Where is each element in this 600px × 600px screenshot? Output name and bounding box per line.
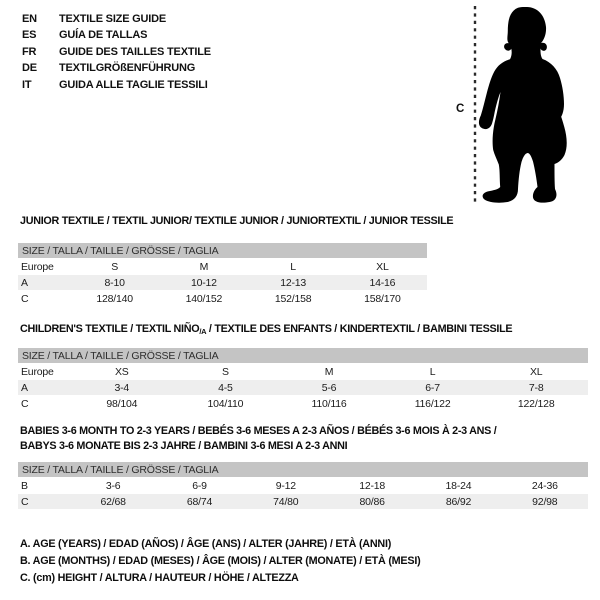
- height-cell: 86/92: [415, 494, 501, 509]
- height-cell: 62/68: [70, 494, 156, 509]
- babies-size-table: [18, 461, 588, 510]
- babies-title-line1: BABIES 3-6 MONTH TO 2-3 YEARS / BEBÉS 3-6 MESES A 2-3 AÑOS / BÉBÉS 3-6 MOIS À 2-3 ANS /: [20, 425, 497, 437]
- table-header-row: [18, 243, 427, 258]
- row-label: C: [21, 292, 29, 305]
- lang-row-de: [22, 60, 211, 76]
- size-header-bar: SIZE / TALLA / TAILLE / GRÖSSE / TAGLIA: [18, 348, 588, 363]
- size-cell: XL: [529, 365, 543, 378]
- junior-table-title: JUNIOR TEXTILE / TEXTIL JUNIOR/ TEXTILE JUNIOR / JUNIORTEXTIL / JUNIOR TESSILE: [20, 215, 454, 227]
- size-cell: S: [111, 260, 119, 273]
- babies-title-line2: BABYS 3-6 MONATE BIS 2-3 JAHRE / BAMBINI 3-6 MESI A 2-3 ANNI: [20, 440, 348, 452]
- lang-title: TEXTILGRÖßENFÜHRUNG: [59, 62, 196, 75]
- height-cell: 122/128: [517, 397, 555, 410]
- lang-code: IT: [22, 78, 32, 91]
- language-title-list: [22, 11, 211, 93]
- row-label: B: [21, 479, 28, 492]
- lang-code: ES: [22, 29, 37, 42]
- size-cell: XS: [114, 365, 129, 378]
- height-cell: 92/98: [502, 494, 588, 509]
- lang-title: GUÍA DE TALLAS: [59, 29, 148, 42]
- size-cell: L: [429, 365, 436, 378]
- children-title-text: CHILDREN'S TEXTILE / TEXTIL NIÑO: [20, 323, 200, 335]
- junior-size-table: [18, 242, 427, 307]
- height-cell: 74/80: [243, 494, 329, 509]
- size-cell: XL: [376, 260, 389, 273]
- lang-title: GUIDE DES TAILLES TEXTILE: [59, 45, 211, 58]
- size-header-bar: SIZE / TALLA / TAILLE / GRÖSSE / TAGLIA: [18, 462, 588, 477]
- table-header-row: [18, 462, 588, 477]
- size-cell: S: [221, 365, 229, 378]
- height-cell: 116/122: [414, 397, 451, 410]
- height-cell: 158/170: [364, 292, 401, 305]
- lang-title: TEXTILE SIZE GUIDE: [59, 13, 167, 25]
- age-cell: 10-12: [159, 275, 248, 290]
- size-cell: M: [324, 365, 334, 378]
- age-cell: 9-12: [275, 479, 296, 492]
- lang-row-fr: [22, 44, 211, 60]
- toddler-silhouette: [479, 7, 567, 203]
- age-cell: 12-18: [359, 479, 386, 492]
- row-label: C: [18, 494, 70, 509]
- age-cell: 8-10: [70, 275, 159, 290]
- table-row: [18, 259, 427, 274]
- table-row: [18, 380, 588, 395]
- children-title-sub: /A: [199, 327, 207, 336]
- row-label: Europe: [21, 260, 54, 273]
- table-row: [18, 291, 427, 306]
- toddler-silhouette-image: [450, 3, 590, 207]
- row-label: A: [18, 380, 70, 395]
- babies-table-title: [20, 424, 585, 454]
- age-cell: 5-6: [277, 380, 381, 395]
- table-row: [18, 396, 588, 411]
- age-cell: 3-6: [105, 479, 121, 492]
- age-cell: 6-7: [381, 380, 485, 395]
- height-cell: 152/158: [274, 292, 312, 305]
- height-measure-label: C: [456, 103, 465, 115]
- height-cell: 128/140: [96, 292, 133, 305]
- age-cell: 3-4: [70, 380, 174, 395]
- row-label: A: [18, 275, 70, 290]
- age-cell: 18-24: [445, 479, 472, 492]
- height-cell: 104/110: [207, 397, 244, 410]
- height-cell: 80/86: [329, 494, 415, 509]
- age-cell: 24-36: [531, 479, 558, 492]
- footnote-height: C. (cm) HEIGHT / ALTURA / HAUTEUR / HÖHE / ALTEZZA: [20, 572, 299, 584]
- table-row: [18, 275, 427, 290]
- lang-code: FR: [22, 45, 37, 58]
- table-row: [18, 364, 588, 379]
- table-header-row: [18, 348, 588, 363]
- table-row: [18, 494, 588, 509]
- height-cell: 140/152: [185, 292, 223, 305]
- lang-row-es: [22, 27, 211, 43]
- age-cell: 7-8: [484, 380, 588, 395]
- children-title-text: / TEXTILE DES ENFANTS / KINDERTEXTIL / BAMBINI TESSILE: [206, 323, 513, 335]
- age-cell: 14-16: [338, 275, 427, 290]
- children-table-title: [20, 323, 512, 336]
- legend-footnotes: [20, 536, 420, 587]
- age-cell: 12-13: [249, 275, 338, 290]
- size-header-bar: SIZE / TALLA / TAILLE / GRÖSSE / TAGLIA: [18, 243, 427, 258]
- row-label: C: [21, 397, 29, 410]
- footnote-age-years: A. AGE (YEARS) / EDAD (AÑOS) / ÂGE (ANS) / ALTER (JAHRE) / ETÀ (ANNI): [20, 538, 392, 550]
- height-cell: 110/116: [311, 397, 347, 410]
- size-cell: L: [290, 260, 296, 273]
- height-cell: 98/104: [106, 397, 138, 410]
- lang-row-it: [22, 77, 211, 93]
- height-cell: 68/74: [156, 494, 242, 509]
- table-row: [18, 478, 588, 493]
- age-cell: 4-5: [174, 380, 278, 395]
- lang-title: GUIDA ALLE TAGLIE TESSILI: [59, 78, 208, 91]
- lang-code: EN: [22, 13, 37, 25]
- lang-code: DE: [22, 62, 37, 75]
- children-size-table: [18, 347, 588, 412]
- row-label: Europe: [21, 365, 54, 378]
- toddler-figure: [450, 3, 590, 207]
- lang-row-en: [22, 11, 211, 27]
- size-cell: M: [199, 260, 209, 273]
- age-cell: 6-9: [192, 479, 207, 492]
- footnote-age-months: B. AGE (MONTHS) / EDAD (MESES) / ÂGE (MOIS) / ALTER (MONATE) / ETÀ (MESI): [20, 555, 421, 567]
